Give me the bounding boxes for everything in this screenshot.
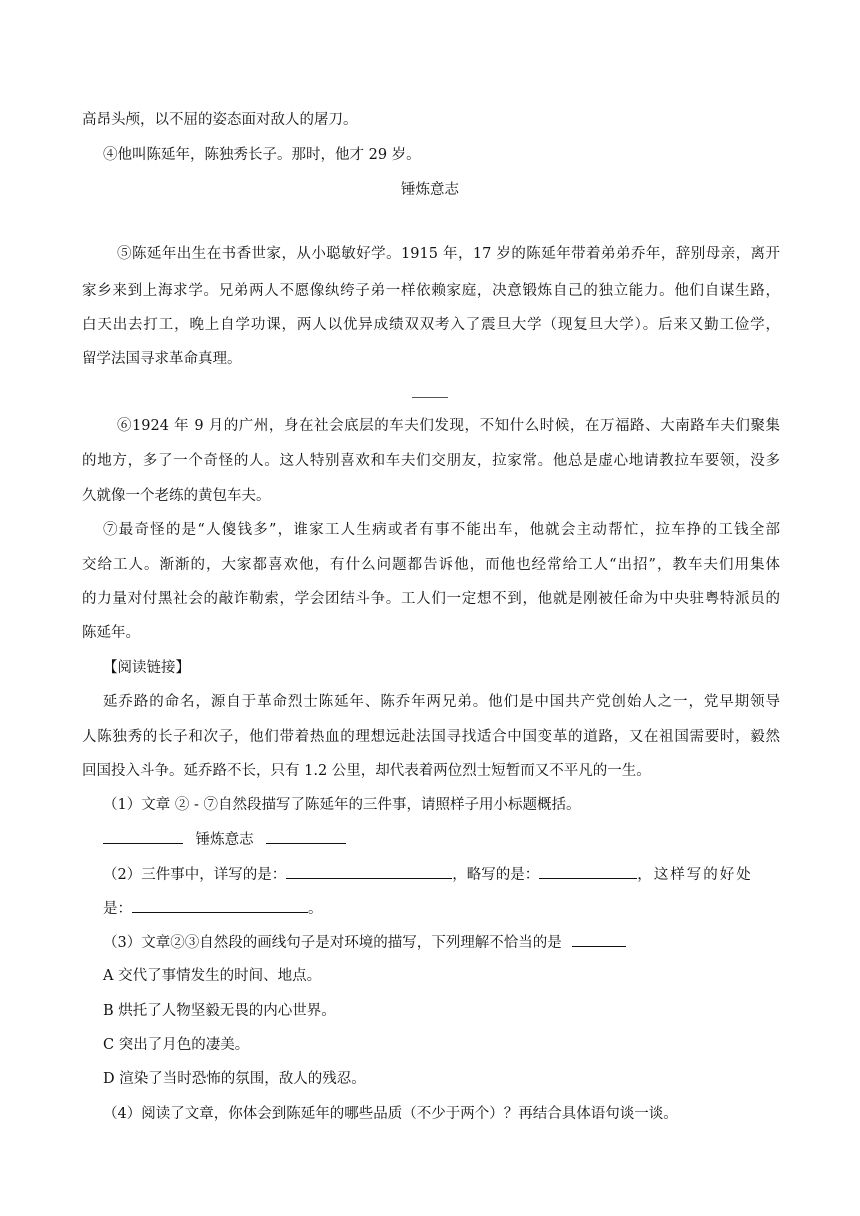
paragraph-4: ④他叫陈延年，陈独秀长子。那时，他才 29 岁。 — [103, 147, 421, 163]
question-3 — [103, 932, 626, 953]
reading-link-line-3: 回国投入斗争。延乔路不长，只有 1.2 公里，却代表着两位烈士短暂而又不平凡的一生。 — [82, 763, 651, 779]
question-4: （4）阅读了文章，你体会到陈延年的哪些品质（不少于两个）？再结合具体语句谈一谈。 — [103, 1106, 678, 1122]
paragraph-5-line-1: ⑤陈延年出生在书香世家，从小聪敏好学。1915 年，17 岁的陈延年带着弟弟乔年，辞别母亲，离开 — [117, 246, 780, 262]
section-heading: 锤炼意志 — [401, 182, 459, 198]
answer-blank[interactable] — [572, 932, 626, 947]
paragraph-5-line-2: 家乡来到上海求学。兄弟两人不愿像纨绔子弟一样依赖家庭，决意锻炼自己的独立能力。他们自谋生路， — [82, 283, 780, 299]
option-a: A 交代了事情发生的时间、地点。 — [103, 968, 322, 984]
paragraph-5-line-3: 白天出去打工，晚上自学功课，两人以优异成绩双双考入了震旦大学（现复旦大学）。后来又勤工俭学， — [82, 317, 780, 333]
question-2-text: 。 — [308, 901, 323, 917]
paragraph-5-line-4: 留学法国寻求革命真理。 — [82, 351, 242, 367]
option-b: B 烘托了人物坚毅无畏的内心世界。 — [103, 1003, 336, 1019]
paragraph-6-line-2: 的地方，多了一个奇怪的人。这人特别喜欢和车夫们交朋友，拉家常。他总是虚心地请教拉车要领，没多 — [82, 453, 780, 469]
answer-blank[interactable] — [132, 898, 308, 913]
subheading-blank-line — [412, 397, 448, 398]
reading-link-line-2: 人陈独秀的长子和次子，他们带着热血的理想远赴法国寻找适合中国变革的道路，又在祖国需要时，毅然 — [82, 729, 780, 745]
reading-link-line-1: 延乔路的命名，源自于革命烈士陈延年、陈乔年两兄弟。他们是中国共产党创始人之一，党早期领导 — [103, 694, 780, 710]
question-2-text: （2）三件事中，详写的是： — [103, 867, 287, 883]
option-c: C 突出了月色的凄美。 — [103, 1037, 250, 1053]
reading-link-title: 【阅读链接】 — [103, 660, 190, 676]
paragraph-7-line-3: 的力量对付黑社会的敲诈勒索，学会团结斗争。工人们一定想不到，他就是刚被任命为中央驻粤特派员的 — [82, 591, 780, 607]
paragraph-7-line-2: 交给工人。渐渐的，大家都喜欢他，有什么问题都告诉他，而他也经常给工人“出招”，教车夫们用集体 — [82, 557, 780, 573]
paragraph-6-line-1: ⑥1924 年 9 月的广州，身在社会底层的车夫们发现，不知什么时候，在万福路、大南路车夫们聚集 — [117, 418, 780, 434]
option-d: D 渲染了当时恐怖的氛围，敌人的残忍。 — [103, 1071, 366, 1087]
question-1-answer-row — [103, 829, 346, 850]
paragraph-6-line-3: 久就像一个老练的黄包车夫。 — [82, 488, 271, 504]
answer-blank[interactable] — [539, 864, 637, 879]
answer-blank[interactable] — [103, 829, 183, 844]
paragraph-7-line-4: 陈延年。 — [82, 625, 140, 641]
question-2-text: 是： — [103, 901, 132, 917]
question-2-text: ，这样写的好处 — [637, 867, 753, 883]
answer-blank[interactable] — [266, 829, 346, 844]
question-2-line-1 — [103, 864, 780, 885]
answer-blank[interactable] — [286, 864, 452, 879]
paragraph-3-end: 高昂头颅，以不屈的姿态面对敌人的屠刀。 — [82, 112, 358, 128]
question-2-text: ，略写的是： — [452, 867, 540, 883]
question-1: （1）文章 ② - ⑦自然段描写了陈延年的三件事，请照样子用小标题概括。 — [103, 797, 581, 813]
example-subtitle: 锤炼意志 — [195, 832, 254, 848]
question-2-line-2 — [103, 898, 323, 919]
paragraph-7-line-1: ⑦最奇怪的是“人傻钱多”，谁家工人生病或者有事不能出车，他就会主动帮忙，拉车挣的工钱全部 — [103, 522, 780, 538]
question-3-text: （3）文章②③自然段的画线句子是对环境的描写，下列理解不恰当的是 — [103, 935, 562, 951]
